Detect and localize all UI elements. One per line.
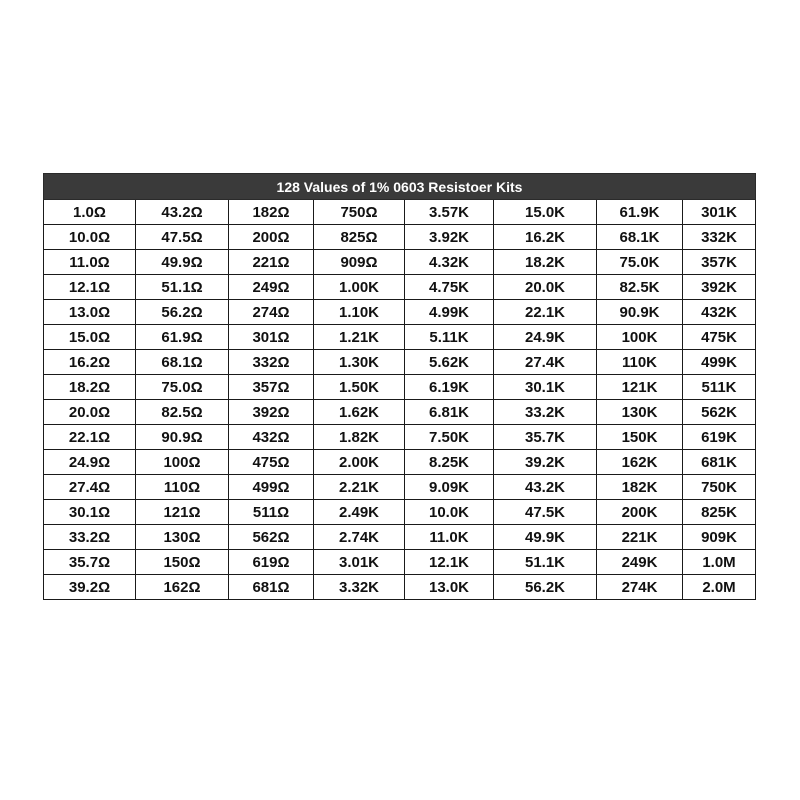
resistor-value-cell: 162Ω (136, 575, 229, 600)
resistor-value-cell: 10.0K (405, 500, 494, 525)
resistor-value-cell: 20.0Ω (44, 400, 136, 425)
resistor-value-cell: 221Ω (229, 250, 314, 275)
resistor-value-cell: 100Ω (136, 450, 229, 475)
table-row (44, 475, 756, 500)
resistor-value-cell: 16.2Ω (44, 350, 136, 375)
resistor-value-cell: 221K (597, 525, 683, 550)
resistor-value-cell: 61.9Ω (136, 325, 229, 350)
resistor-value-cell: 130K (597, 400, 683, 425)
resistor-value-cell: 511Ω (229, 500, 314, 525)
resistor-value-cell: 825K (683, 500, 756, 525)
resistor-value-cell: 22.1K (494, 300, 597, 325)
resistor-value-cell: 20.0K (494, 275, 597, 300)
resistor-value-cell: 82.5K (597, 275, 683, 300)
resistor-value-cell: 4.99K (405, 300, 494, 325)
table-row (44, 500, 756, 525)
resistor-value-cell: 33.2K (494, 400, 597, 425)
resistor-value-cell: 56.2Ω (136, 300, 229, 325)
resistor-value-cell: 681Ω (229, 575, 314, 600)
table-row (44, 450, 756, 475)
table-row (44, 350, 756, 375)
resistor-value-cell: 18.2Ω (44, 375, 136, 400)
resistor-value-cell: 51.1Ω (136, 275, 229, 300)
resistor-value-cell: 619K (683, 425, 756, 450)
resistor-value-cell: 301Ω (229, 325, 314, 350)
resistor-value-cell: 562Ω (229, 525, 314, 550)
resistor-value-cell: 121K (597, 375, 683, 400)
table-row (44, 425, 756, 450)
table-body (44, 200, 756, 600)
resistor-value-cell: 2.00K (314, 450, 405, 475)
resistor-value-cell: 7.50K (405, 425, 494, 450)
resistor-value-cell: 150K (597, 425, 683, 450)
resistor-value-cell: 475K (683, 325, 756, 350)
resistor-value-cell: 182K (597, 475, 683, 500)
table-row (44, 400, 756, 425)
resistor-value-cell: 75.0Ω (136, 375, 229, 400)
resistor-value-cell: 13.0Ω (44, 300, 136, 325)
resistor-value-cell: 24.9K (494, 325, 597, 350)
resistor-value-cell: 249Ω (229, 275, 314, 300)
table-row (44, 300, 756, 325)
resistor-value-cell: 27.4K (494, 350, 597, 375)
resistor-value-cell: 110K (597, 350, 683, 375)
table-row (44, 325, 756, 350)
resistor-value-cell: 35.7Ω (44, 550, 136, 575)
resistor-value-cell: 61.9K (597, 200, 683, 225)
resistor-value-cell: 1.62K (314, 400, 405, 425)
resistor-value-cell: 332K (683, 225, 756, 250)
resistor-value-cell: 357Ω (229, 375, 314, 400)
resistor-value-cell: 562K (683, 400, 756, 425)
resistor-value-cell: 11.0K (405, 525, 494, 550)
resistor-value-cell: 1.30K (314, 350, 405, 375)
resistor-value-cell: 274K (597, 575, 683, 600)
table-row (44, 575, 756, 600)
resistor-value-cell: 332Ω (229, 350, 314, 375)
resistor-value-cell: 1.50K (314, 375, 405, 400)
resistor-value-cell: 30.1K (494, 375, 597, 400)
resistor-value-cell: 301K (683, 200, 756, 225)
table-row (44, 375, 756, 400)
resistor-value-cell: 1.82K (314, 425, 405, 450)
resistor-value-cell: 121Ω (136, 500, 229, 525)
table-title: 128 Values of 1% 0603 Resistoer Kits (44, 174, 756, 200)
resistor-value-cell: 475Ω (229, 450, 314, 475)
resistor-value-cell: 82.5Ω (136, 400, 229, 425)
resistor-value-cell: 3.32K (314, 575, 405, 600)
table-row (44, 225, 756, 250)
resistor-value-cell: 47.5Ω (136, 225, 229, 250)
resistor-value-cell: 75.0K (597, 250, 683, 275)
resistor-value-cell: 619Ω (229, 550, 314, 575)
resistor-value-cell: 51.1K (494, 550, 597, 575)
resistor-value-cell: 200Ω (229, 225, 314, 250)
resistor-value-cell: 3.01K (314, 550, 405, 575)
resistor-value-cell: 392K (683, 275, 756, 300)
resistor-value-cell: 909Ω (314, 250, 405, 275)
resistor-value-cell: 4.32K (405, 250, 494, 275)
resistor-value-cell: 1.0Ω (44, 200, 136, 225)
resistor-value-cell: 12.1Ω (44, 275, 136, 300)
resistor-value-cell: 909K (683, 525, 756, 550)
resistor-value-cell: 750Ω (314, 200, 405, 225)
resistor-value-cell: 825Ω (314, 225, 405, 250)
resistor-value-cell: 4.75K (405, 275, 494, 300)
resistor-value-cell: 3.92K (405, 225, 494, 250)
resistor-values-table (43, 173, 756, 600)
resistor-value-cell: 249K (597, 550, 683, 575)
resistor-value-cell: 357K (683, 250, 756, 275)
resistor-value-cell: 33.2Ω (44, 525, 136, 550)
resistor-value-cell: 274Ω (229, 300, 314, 325)
resistor-value-cell: 511K (683, 375, 756, 400)
resistor-value-cell: 499K (683, 350, 756, 375)
resistor-value-cell: 1.0M (683, 550, 756, 575)
resistor-value-cell: 162K (597, 450, 683, 475)
resistor-value-cell: 15.0Ω (44, 325, 136, 350)
resistor-value-cell: 8.25K (405, 450, 494, 475)
resistor-value-cell: 499Ω (229, 475, 314, 500)
resistor-value-cell: 130Ω (136, 525, 229, 550)
resistor-value-cell: 56.2K (494, 575, 597, 600)
resistor-value-cell: 27.4Ω (44, 475, 136, 500)
resistor-value-cell: 2.21K (314, 475, 405, 500)
table-row (44, 550, 756, 575)
resistor-value-cell: 2.0M (683, 575, 756, 600)
resistor-value-cell: 2.74K (314, 525, 405, 550)
resistor-value-cell: 6.19K (405, 375, 494, 400)
resistor-value-cell: 16.2K (494, 225, 597, 250)
table-title-row (44, 174, 756, 200)
resistor-value-cell: 30.1Ω (44, 500, 136, 525)
resistor-value-cell: 200K (597, 500, 683, 525)
resistor-value-cell: 12.1K (405, 550, 494, 575)
resistor-value-cell: 18.2K (494, 250, 597, 275)
resistor-value-cell: 392Ω (229, 400, 314, 425)
resistor-value-cell: 3.57K (405, 200, 494, 225)
resistor-value-cell: 182Ω (229, 200, 314, 225)
resistor-value-cell: 43.2Ω (136, 200, 229, 225)
resistor-value-cell: 90.9Ω (136, 425, 229, 450)
resistor-value-cell: 5.62K (405, 350, 494, 375)
resistor-value-cell: 39.2Ω (44, 575, 136, 600)
resistor-value-cell: 1.00K (314, 275, 405, 300)
table-row (44, 275, 756, 300)
resistor-value-cell: 43.2K (494, 475, 597, 500)
resistor-value-cell: 90.9K (597, 300, 683, 325)
resistor-value-cell: 2.49K (314, 500, 405, 525)
resistor-value-cell: 750K (683, 475, 756, 500)
resistor-value-cell: 10.0Ω (44, 225, 136, 250)
resistor-value-cell: 15.0K (494, 200, 597, 225)
resistor-value-cell: 432Ω (229, 425, 314, 450)
resistor-value-cell: 100K (597, 325, 683, 350)
resistor-value-cell: 6.81K (405, 400, 494, 425)
resistor-value-cell: 49.9K (494, 525, 597, 550)
resistor-value-cell: 39.2K (494, 450, 597, 475)
table-row (44, 200, 756, 225)
resistor-value-cell: 13.0K (405, 575, 494, 600)
resistor-value-cell: 1.10K (314, 300, 405, 325)
resistor-value-cell: 68.1K (597, 225, 683, 250)
resistor-value-cell: 68.1Ω (136, 350, 229, 375)
resistor-value-cell: 150Ω (136, 550, 229, 575)
resistor-value-cell: 11.0Ω (44, 250, 136, 275)
resistor-value-cell: 681K (683, 450, 756, 475)
table-row (44, 525, 756, 550)
resistor-value-cell: 432K (683, 300, 756, 325)
resistor-value-cell: 47.5K (494, 500, 597, 525)
resistor-value-cell: 5.11K (405, 325, 494, 350)
resistor-value-cell: 110Ω (136, 475, 229, 500)
resistor-value-cell: 35.7K (494, 425, 597, 450)
resistor-value-cell: 1.21K (314, 325, 405, 350)
resistor-value-cell: 49.9Ω (136, 250, 229, 275)
resistor-value-cell: 9.09K (405, 475, 494, 500)
resistor-value-cell: 24.9Ω (44, 450, 136, 475)
table-row (44, 250, 756, 275)
resistor-value-cell: 22.1Ω (44, 425, 136, 450)
